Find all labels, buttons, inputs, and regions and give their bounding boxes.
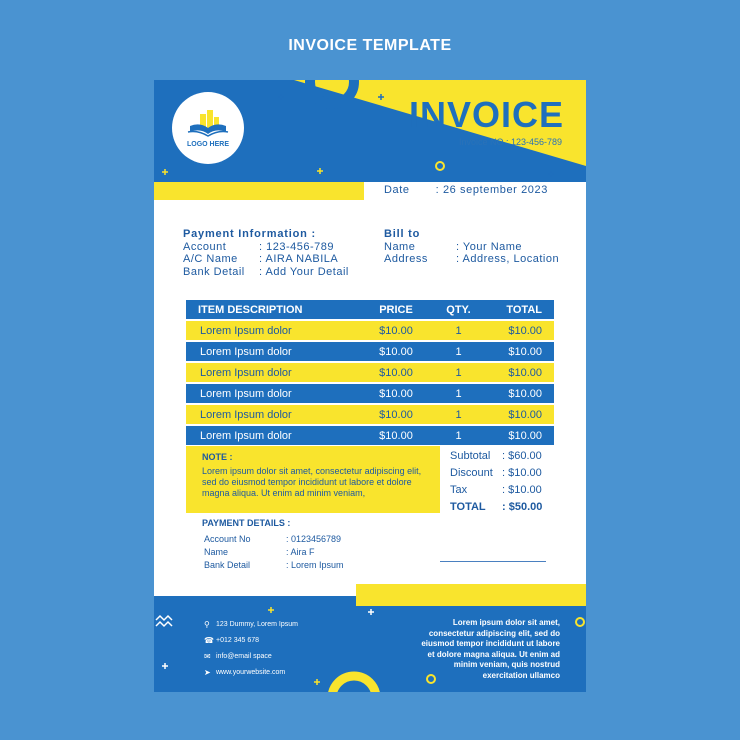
note-box bbox=[186, 446, 440, 513]
detail-value: : 0123456789 bbox=[286, 534, 342, 544]
tax-value: : $10.00 bbox=[502, 484, 542, 496]
bill-to-title: Bill to bbox=[384, 228, 421, 240]
detail-label: Name bbox=[204, 547, 229, 557]
payment-details bbox=[202, 518, 346, 573]
col-header-qty: QTY. bbox=[446, 303, 471, 316]
tax-row bbox=[450, 484, 542, 501]
invoice-title: INVOICE bbox=[408, 94, 564, 135]
info-value: : Your Name bbox=[456, 240, 523, 253]
email-text: info@email space bbox=[216, 653, 272, 660]
detail-value: : Lorem Ipsum bbox=[286, 560, 344, 570]
footer bbox=[154, 596, 586, 692]
cell-price: $10.00 bbox=[379, 345, 413, 358]
cell-total: $10.00 bbox=[508, 387, 542, 400]
cell-description: Lorem Ipsum dolor bbox=[200, 429, 292, 442]
phone-icon: ☎ bbox=[204, 636, 214, 645]
page-heading: INVOICE TEMPLATE bbox=[288, 37, 452, 54]
cell-qty: 1 bbox=[455, 324, 462, 337]
footer-email bbox=[204, 652, 272, 661]
table-row bbox=[186, 342, 554, 361]
col-header-description: ITEM DESCRIPTION bbox=[198, 303, 303, 316]
note-text: Lorem ipsum dolor sit amet, consectetur adipiscing elit, sed do eiusmod tempor incididunt ut labore et dolore magna aliqua. Ut enim ad minim veniam, bbox=[202, 466, 422, 498]
footer-text: Lorem ipsum dolor sit amet, consectetur adipiscing elit, sed do eiusmod tempor incididunt ut labore et dolore magna aliqua. Ut enim ad minim veniam, quis nostrud exercitation ullamco bbox=[421, 618, 560, 680]
cell-total: $10.00 bbox=[508, 408, 542, 421]
info-value: : Add Your Detail bbox=[259, 265, 349, 278]
total-label: TOTAL bbox=[450, 501, 486, 513]
yellow-accent-bar bbox=[154, 182, 364, 200]
note-title: NOTE : bbox=[202, 452, 233, 462]
cell-total: $10.00 bbox=[508, 345, 542, 358]
table-row bbox=[186, 384, 554, 403]
email-icon: ✉ bbox=[204, 652, 211, 661]
footer-address bbox=[204, 620, 298, 629]
info-label: A/C Name bbox=[183, 253, 238, 265]
invoice-sheet bbox=[154, 80, 586, 692]
signature-line bbox=[440, 561, 546, 562]
logo bbox=[172, 92, 244, 164]
bill-to bbox=[384, 228, 559, 266]
info-value: : 123-456-789 bbox=[259, 240, 334, 253]
detail-label: Bank Detail bbox=[204, 560, 251, 570]
detail-value: : Aira F bbox=[286, 547, 315, 557]
detail-row bbox=[204, 547, 344, 558]
payment-details-title: PAYMENT DETAILS : bbox=[202, 518, 291, 528]
date-label: Date bbox=[384, 184, 410, 196]
table-row bbox=[186, 405, 554, 424]
cell-qty: 1 bbox=[455, 408, 462, 421]
cell-price: $10.00 bbox=[379, 324, 413, 337]
payment-information bbox=[183, 228, 349, 278]
col-header-total: TOTAL bbox=[506, 303, 542, 316]
discount-value: : $10.00 bbox=[502, 467, 542, 479]
location-pin-icon: ⚲ bbox=[204, 620, 210, 629]
website-icon: ➤ bbox=[204, 668, 211, 677]
info-row bbox=[183, 266, 349, 279]
website-text: www.yourwebsite.com bbox=[216, 669, 286, 676]
col-header-price: PRICE bbox=[379, 303, 413, 316]
info-value: : Address, Location bbox=[456, 253, 560, 265]
table-row bbox=[186, 363, 554, 382]
table-row bbox=[186, 321, 554, 340]
cell-price: $10.00 bbox=[379, 366, 413, 379]
tax-label: Tax bbox=[450, 484, 468, 496]
cell-description: Lorem Ipsum dolor bbox=[200, 345, 292, 358]
info-row bbox=[183, 241, 349, 254]
cell-description: Lorem Ipsum dolor bbox=[200, 366, 292, 379]
cell-qty: 1 bbox=[455, 429, 462, 442]
info-row bbox=[183, 253, 349, 266]
table-row bbox=[186, 426, 554, 445]
info-label: Address bbox=[384, 253, 428, 265]
totals-summary bbox=[450, 450, 542, 518]
phone-text: +012 345 678 bbox=[216, 637, 260, 644]
cell-price: $10.00 bbox=[379, 429, 413, 442]
subtotal-value: : $60.00 bbox=[502, 450, 542, 462]
payment-information-title: Payment Information : bbox=[183, 228, 316, 240]
cell-description: Lorem Ipsum dolor bbox=[200, 408, 292, 421]
cell-total: $10.00 bbox=[508, 429, 542, 442]
info-label: Name bbox=[384, 240, 416, 253]
table-header bbox=[186, 300, 554, 319]
total-row bbox=[450, 501, 542, 518]
subtotal-row bbox=[450, 450, 542, 467]
items-table bbox=[186, 300, 554, 445]
cell-price: $10.00 bbox=[379, 408, 413, 421]
cell-price: $10.00 bbox=[379, 387, 413, 400]
info-value: : AIRA NABILA bbox=[259, 253, 339, 265]
detail-row bbox=[204, 534, 344, 545]
subtotal-label: Subtotal bbox=[450, 450, 491, 462]
footer-website bbox=[204, 668, 285, 677]
logo-text: LOGO HERE bbox=[186, 141, 229, 148]
discount-label: Discount bbox=[450, 467, 493, 479]
invoice-number: Invoice NO : 123-456-789 bbox=[458, 137, 562, 147]
date-value: : 26 september 2023 bbox=[435, 184, 548, 196]
info-label: Bank Detail bbox=[183, 265, 245, 278]
total-value: : $50.00 bbox=[502, 501, 543, 513]
cell-qty: 1 bbox=[455, 366, 462, 379]
cell-qty: 1 bbox=[455, 387, 462, 400]
detail-row bbox=[204, 560, 344, 571]
info-row bbox=[384, 241, 559, 254]
discount-row bbox=[450, 467, 542, 484]
cell-description: Lorem Ipsum dolor bbox=[200, 387, 292, 400]
info-label: Account bbox=[183, 240, 227, 253]
footer-yellow-band bbox=[356, 584, 586, 606]
footer-phone bbox=[204, 636, 259, 645]
cell-description: Lorem Ipsum dolor bbox=[200, 324, 292, 337]
cell-total: $10.00 bbox=[508, 366, 542, 379]
cell-total: $10.00 bbox=[508, 324, 542, 337]
book-building-icon bbox=[186, 108, 230, 138]
address-text: 123 Dummy, Lorem Ipsum bbox=[216, 621, 298, 628]
date-row bbox=[384, 184, 548, 196]
detail-label: Account No bbox=[204, 534, 251, 544]
info-row bbox=[384, 253, 559, 266]
cell-qty: 1 bbox=[455, 345, 462, 358]
